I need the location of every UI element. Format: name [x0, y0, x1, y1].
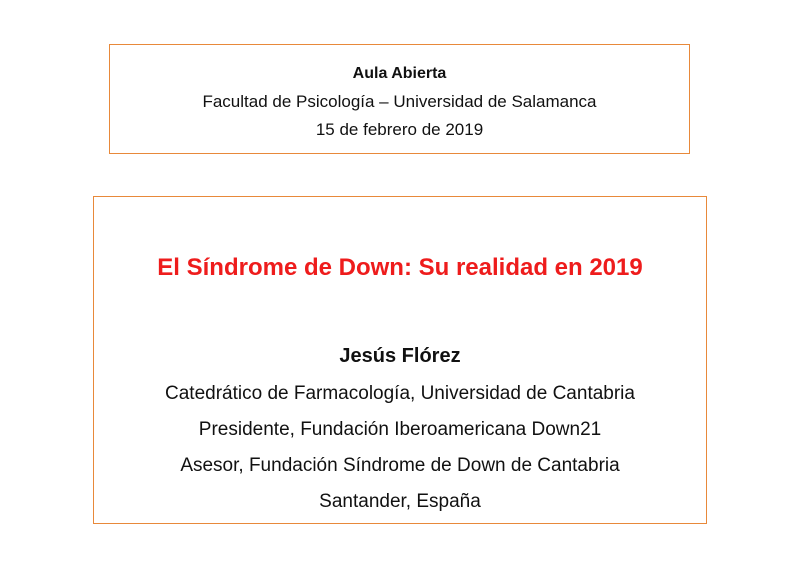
- affiliation-line: Presidente, Fundación Iberoamericana Down21: [198, 419, 602, 440]
- affiliation-line: Catedrático de Farmacología, Universidad de Cantabria: [165, 383, 635, 404]
- affiliation-line: Asesor, Fundación Síndrome de Down de Cantabria: [180, 455, 620, 476]
- author-name: Jesús Flórez: [339, 345, 461, 367]
- event-info-box: [109, 44, 690, 154]
- event-date: 15 de febrero de 2019: [315, 120, 484, 139]
- location-line: Santander, España: [319, 491, 481, 512]
- presentation-box: [93, 196, 707, 524]
- event-name: Aula Abierta: [352, 65, 447, 82]
- presentation-title: El Síndrome de Down: Su realidad en 2019: [157, 254, 643, 281]
- event-venue: Facultad de Psicología – Universidad de Salamanca: [202, 92, 597, 111]
